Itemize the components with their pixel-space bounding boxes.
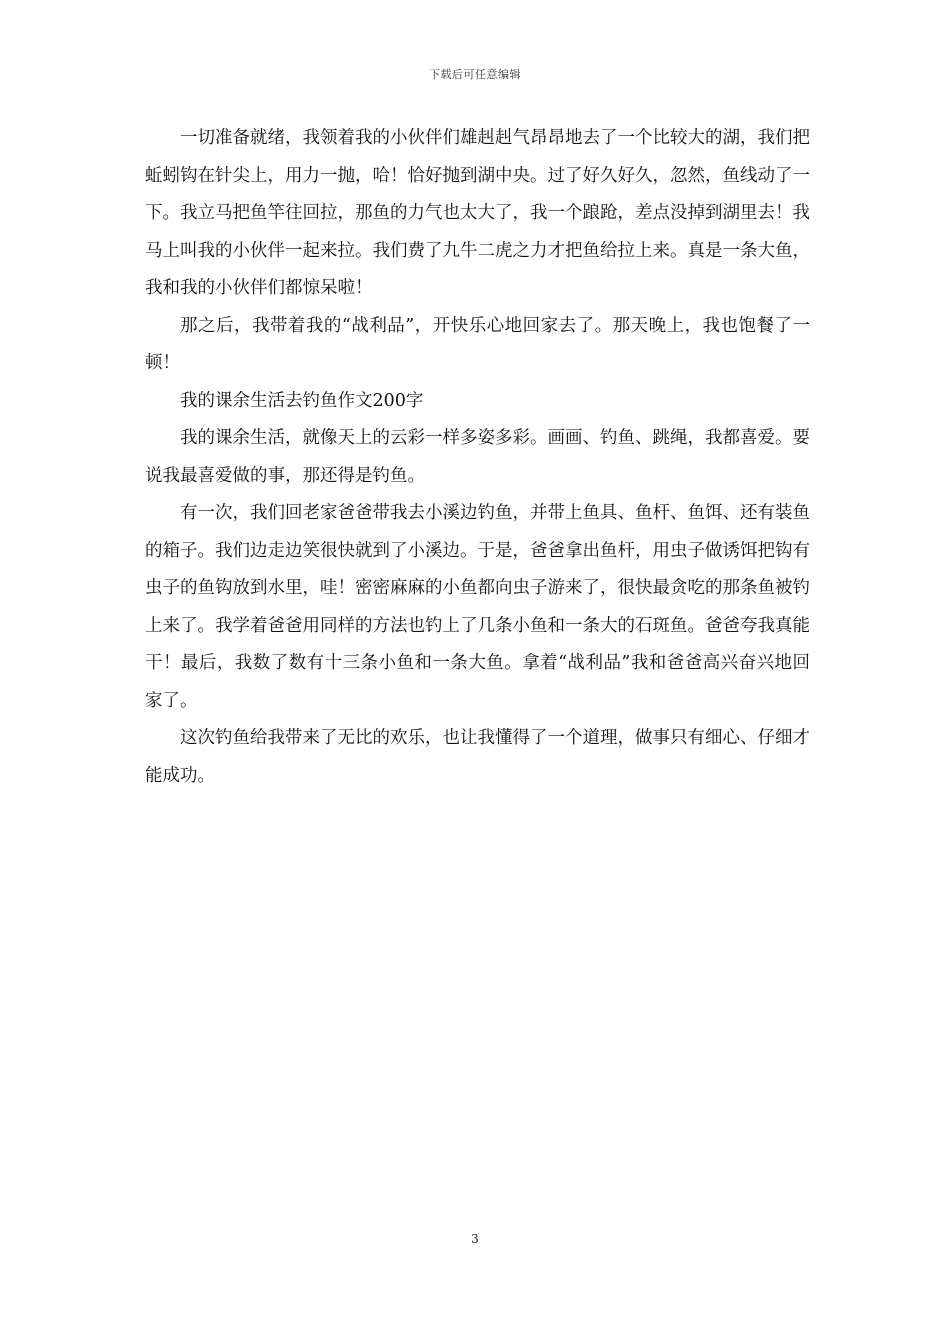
paragraph-after-school-life: 我的课余生活，就像天上的云彩一样多姿多彩。画画、钓鱼、跳绳，我都喜爱。要说我最喜爱做的事，那还得是钓鱼。 — [145, 428, 810, 486]
essay-title: 我的课余生活去钓鱼作文200字 — [180, 390, 424, 411]
document-body — [145, 120, 810, 795]
page-number: 3 — [471, 1232, 479, 1246]
paragraph-fishing-lake: 一切准备就绪，我领着我的小伙伴们雄赳赳气昂昂地去了一个比较大的湖，我们把蚯蚓钩在针尖上，用力一抛，哈！恰好抛到湖中央。过了好久好久，忽然，鱼线动了一下。我立马把鱼竿往回拉，那鱼的力气也太大了，我一个踉跄，差点没掉到湖里去！我马上叫我的小伙伴一起来拉。我们费了九牛二虎之力才把鱼给拉上来。真是一条大鱼，我和我的小伙伴们都惊呆啦！ — [145, 128, 810, 298]
page-header: 下载后可任意编辑 — [429, 68, 521, 81]
paragraph-creek-fishing: 有一次，我们回老家爸爸带我去小溪边钓鱼，并带上鱼具、鱼杆、鱼饵、还有装鱼的箱子。我们边走边笑很快就到了小溪边。于是，爸爸拿出鱼杆，用虫子做诱饵把钩有虫子的鱼钩放到水里，哇！密密麻麻的小鱼都向虫子游来了，很快最贪吃的那条鱼被钓上来了。我学着爸爸用同样的方法也钓上了几条小鱼和一条大的石斑鱼。爸爸夸我真能干！最后，我数了数有十三条小鱼和一条大鱼。拿着“战利品”我和爸爸高兴奋兴地回家了。 — [145, 503, 810, 711]
paragraph-going-home: 那之后，我带着我的“战利品”，开快乐心地回家去了。那天晚上，我也饱餐了一顿！ — [145, 315, 810, 373]
paragraph-conclusion: 这次钓鱼给我带来了无比的欢乐，也让我懂得了一个道理，做事只有细心、仔细才能成功。 — [145, 728, 810, 786]
